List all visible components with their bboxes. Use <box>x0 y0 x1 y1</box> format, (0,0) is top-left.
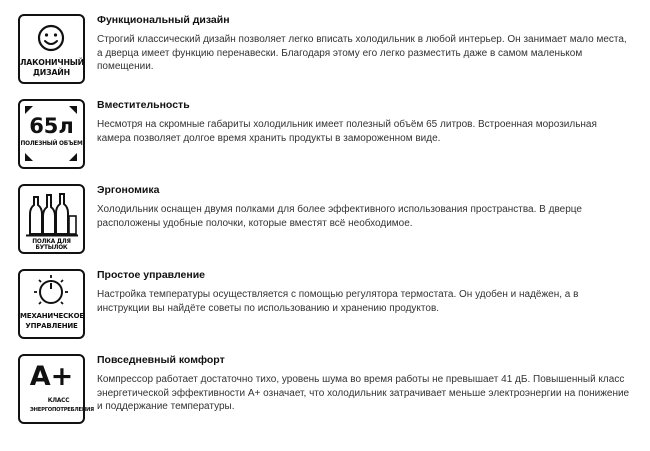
icon-caption: ПОЛКА ДЛЯ БУТЫЛОК <box>32 239 71 251</box>
feature-text: Настройка температуры осуществляется с помощью регулятора термостата. Он удобен и надёжен, а в инструкции вы найдёте советы по использованию и хранению продуктов. <box>97 289 579 314</box>
feature-title: Повседневный комфорт <box>97 354 225 366</box>
icon-caption: МЕХАНИЧЕСКОЕ <box>20 312 84 320</box>
feature-text: Компрессор работает достаточно тихо, уровень шума во время работы не превышает 41 дБ. Повышенный класс энергетической эффективности A+ означает, что холодильник затрачивает меньше электроэнергии на понижение и поддержание температуры. <box>97 374 630 412</box>
icon-caption: КЛАСС <box>47 398 70 404</box>
icon-caption: ЛАКОНИЧНЫЙ <box>20 58 84 67</box>
icon-caption: ПОЛЕЗНЫЙ ОБЪЕМ <box>20 141 83 147</box>
feature-design <box>18 14 638 86</box>
smiley-icon <box>18 14 85 84</box>
feature-control <box>18 269 638 341</box>
icon-caption: ЭНЕРГОПОТРЕБЛЕНИЯ <box>30 407 94 413</box>
feature-title: Вместительность <box>97 99 190 111</box>
feature-title: Простое управление <box>97 269 206 281</box>
icon-energy-class: A+ <box>29 361 74 392</box>
feature-comfort <box>18 354 638 426</box>
feature-text: Несмотря на скромные габариты холодильник имеет полезный объём 65 литров. Встроенная морозильная камера позволяет долгое время хранить продукты в замороженном виде. <box>97 119 597 144</box>
bottles-icon <box>18 184 85 254</box>
feature-text: Строгий классический дизайн позволяет легко вписать холодильник в любой интерьер. Он занимает мало места, а дверца имеет функцию перенавески. Благодаря этому его легко разместить даже в самом маленьком помещении. <box>97 34 627 72</box>
volume-arrows-icon <box>18 99 85 169</box>
energy-class-icon <box>18 354 94 424</box>
thermostat-dial-icon <box>18 269 85 339</box>
icon-caption: УПРАВЛЕНИЕ <box>25 322 78 330</box>
icon-volume-value: 65л <box>29 114 74 138</box>
feature-capacity <box>18 99 638 171</box>
feature-text: Холодильник оснащен двумя полками для более эффективного использования пространства. В дверце расположены удобные полочки, которые вместят всё необходимое. <box>97 204 582 229</box>
feature-title: Эргономика <box>97 184 160 196</box>
feature-ergonomics <box>18 184 638 256</box>
feature-title: Функциональный дизайн <box>97 14 230 26</box>
icon-caption: ДИЗАЙН <box>33 68 70 77</box>
